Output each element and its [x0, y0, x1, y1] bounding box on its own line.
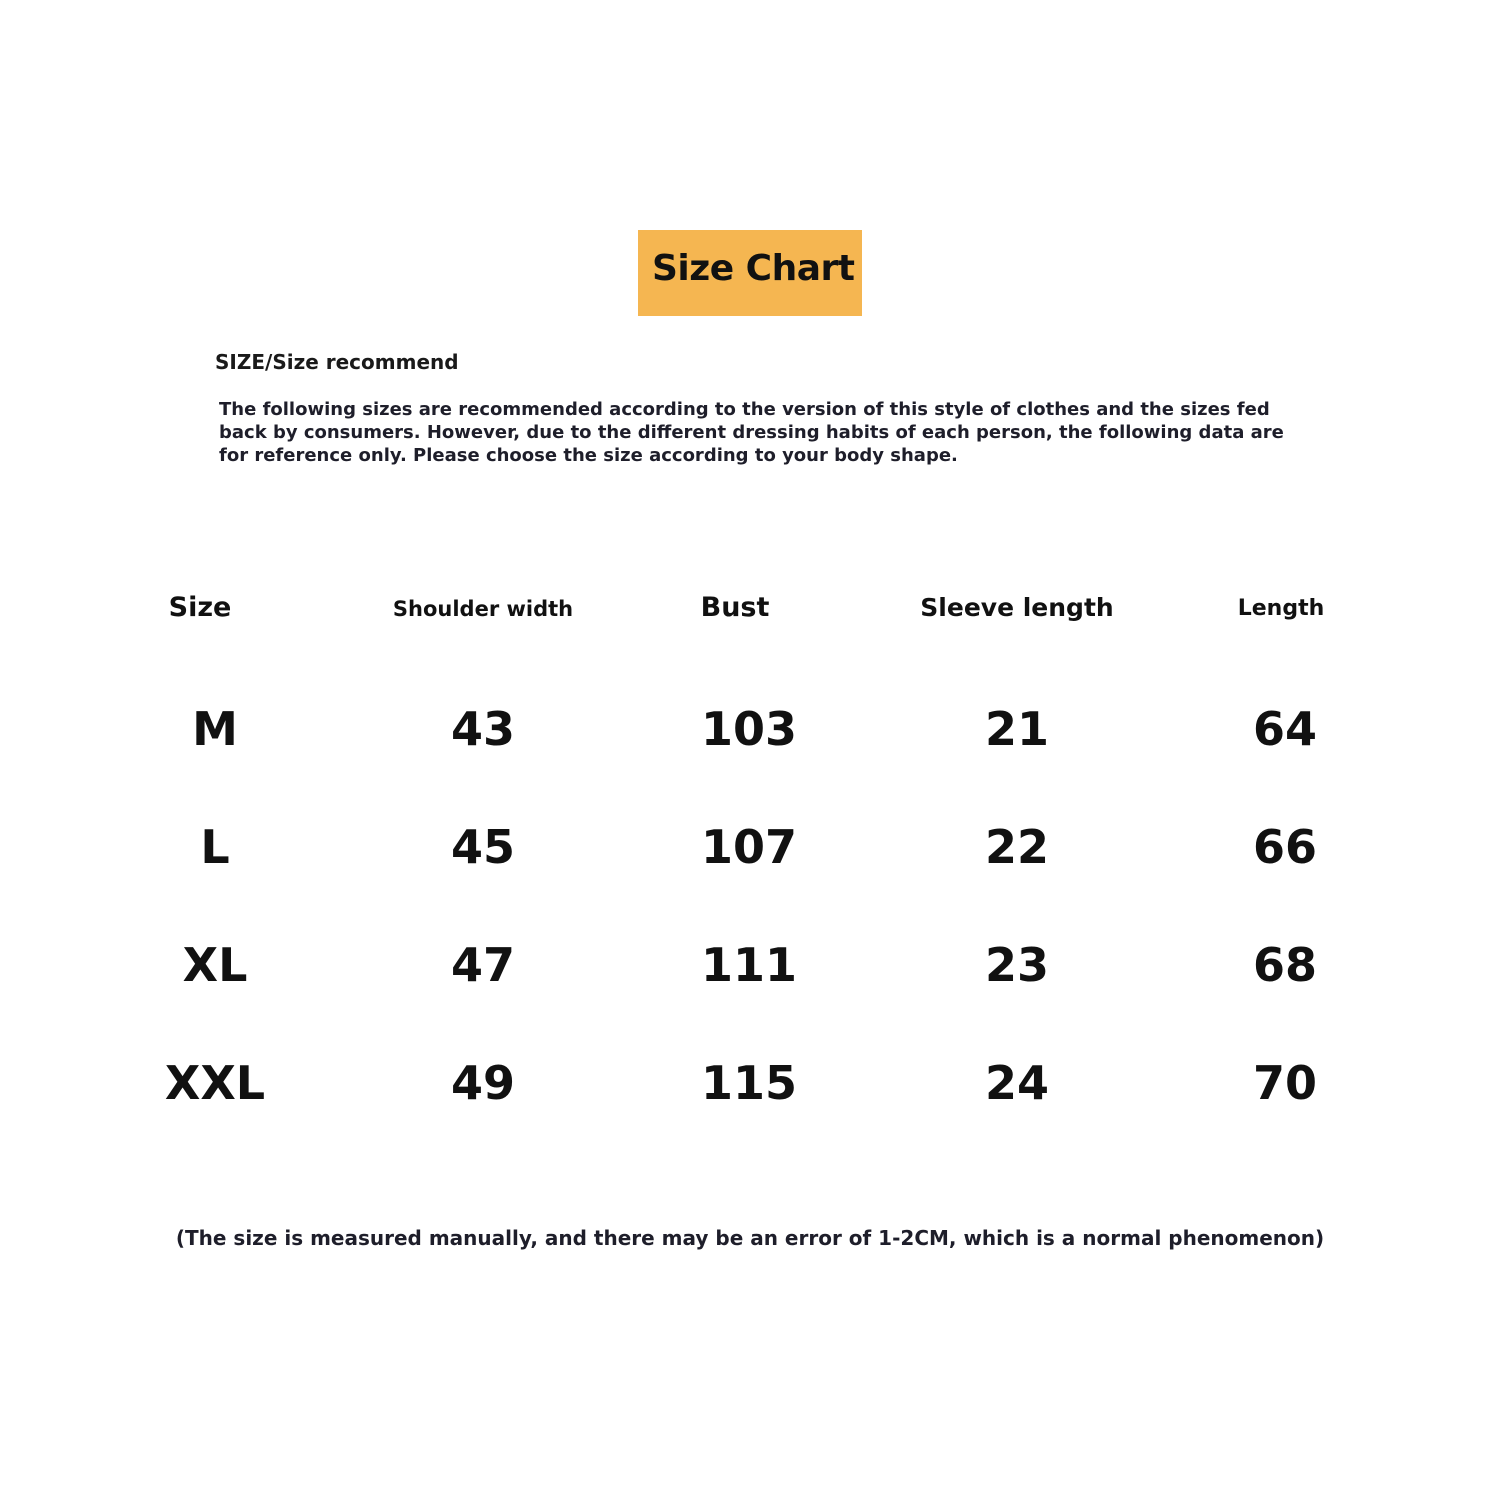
- column-header-length: Length: [1237, 596, 1325, 621]
- size-recommend-description: The following sizes are recommended according to the version of this style of clothes and the sizes fed back by consumers. However, due to the different dressing habits of each person, the following data are for reference only. Please choose the size according to your body shape.: [219, 399, 1284, 466]
- table-cell-bust: 107: [700, 820, 798, 874]
- table-cell-sleeve-length: 24: [984, 1056, 1050, 1110]
- table-cell-bust: 115: [700, 1056, 798, 1110]
- table-cell-shoulder-width: 45: [450, 820, 516, 874]
- table-cell-bust: 111: [700, 938, 798, 992]
- table-cell-length: 66: [1252, 820, 1318, 874]
- table-cell-sleeve-length: 23: [984, 938, 1050, 992]
- column-header-shoulder-width: Shoulder width: [392, 597, 574, 621]
- table-cell-shoulder-width: 47: [450, 938, 516, 992]
- table-cell-size: XL: [182, 938, 248, 992]
- table-cell-size: XXL: [164, 1056, 266, 1110]
- table-cell-sleeve-length: 21: [984, 702, 1050, 756]
- table-cell-length: 70: [1252, 1056, 1318, 1110]
- page-title: Size Chart: [652, 248, 855, 289]
- table-cell-bust: 103: [700, 702, 798, 756]
- column-header-sleeve-length: Sleeve length: [920, 593, 1114, 622]
- table-cell-size: L: [200, 820, 230, 874]
- size-recommend-heading: SIZE/Size recommend: [215, 350, 459, 374]
- table-cell-shoulder-width: 49: [450, 1056, 516, 1110]
- column-header-size: Size: [168, 592, 232, 623]
- table-cell-length: 68: [1252, 938, 1318, 992]
- measurement-footnote: (The size is measured manually, and there may be an error of 1-2CM, which is a normal phenomenon): [175, 1226, 1325, 1250]
- table-cell-length: 64: [1252, 702, 1318, 756]
- column-header-bust: Bust: [700, 592, 770, 623]
- table-cell-size: M: [192, 702, 238, 756]
- table-cell-shoulder-width: 43: [450, 702, 516, 756]
- table-cell-sleeve-length: 22: [984, 820, 1050, 874]
